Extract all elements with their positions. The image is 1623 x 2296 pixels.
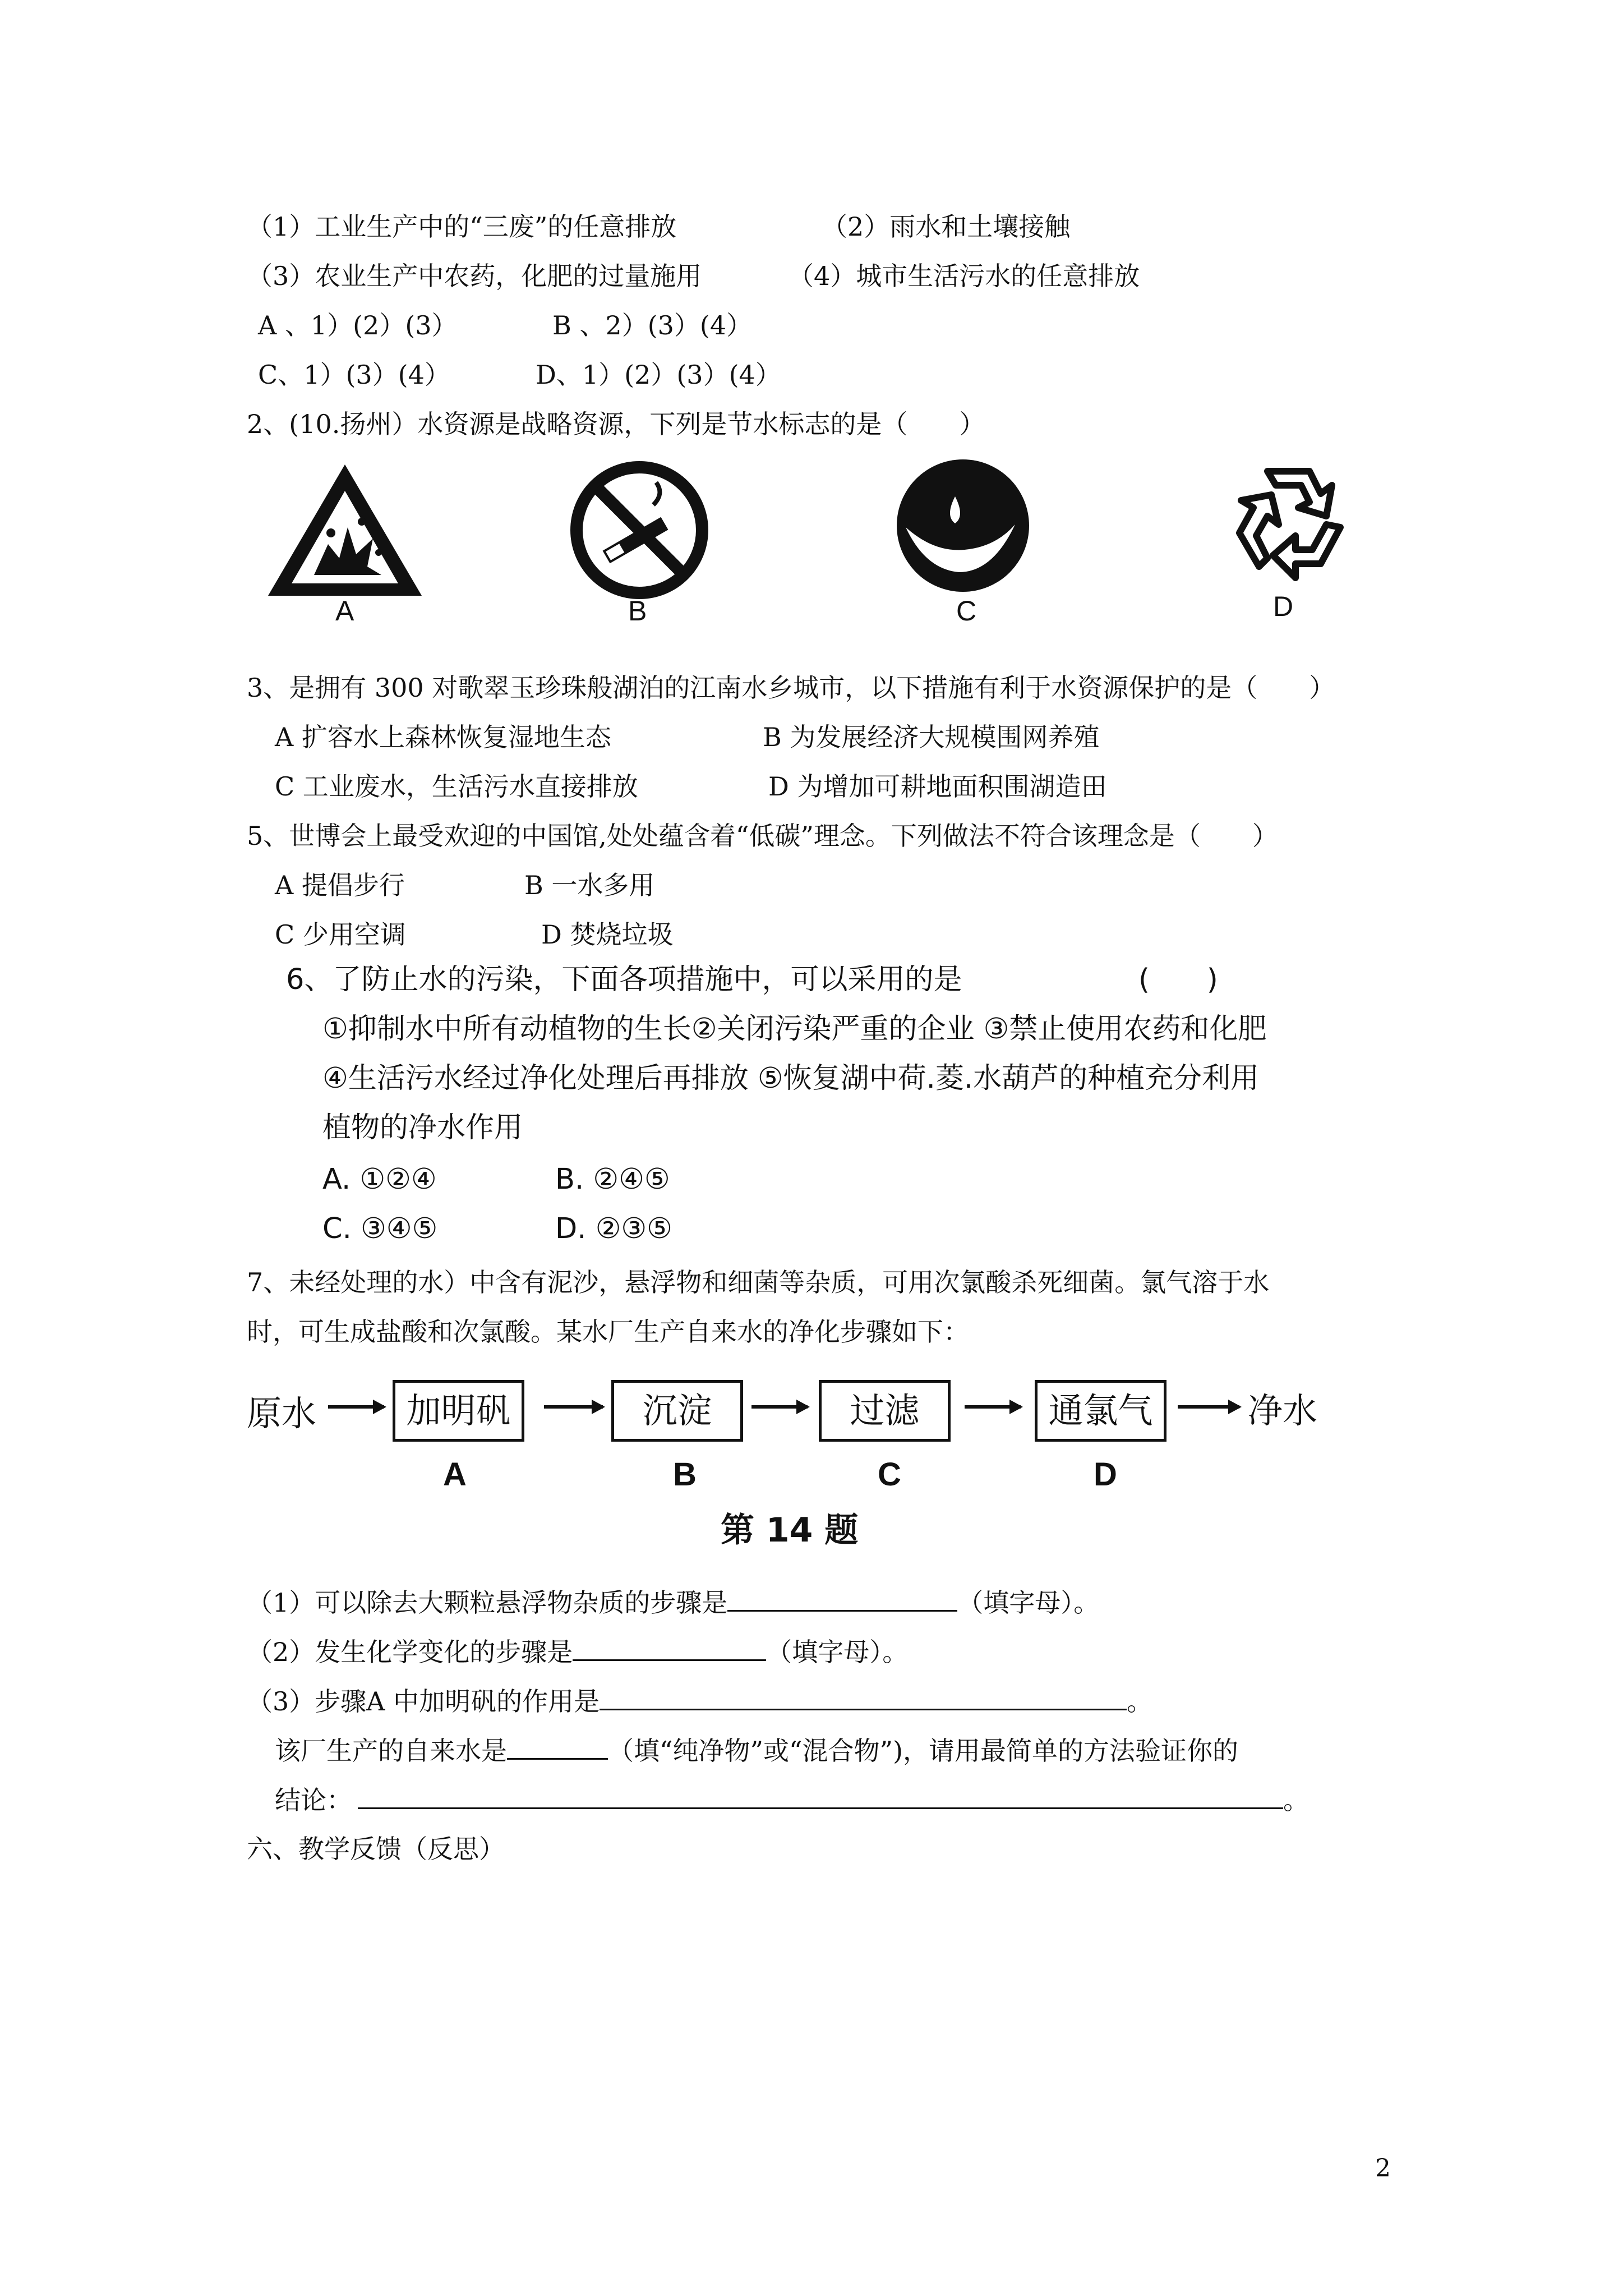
figure-caption: 第 14 题	[721, 1511, 859, 1550]
flow-step-d	[1035, 1380, 1166, 1442]
q3-option-c: C 工业废水，生活污水直接排放	[275, 771, 638, 802]
q6-measures-line-1: ①抑制水中所有动植物的生长②关闭污染严重的企业 ③禁止使用农药和化肥	[322, 1013, 1267, 1046]
q2-label-d: D	[1273, 591, 1294, 622]
flow-start-label: 原水	[247, 1393, 317, 1434]
flow-arrow	[965, 1405, 1021, 1409]
q2-stem: 2、(10.扬州）水资源是战略资源，下列是节水标志的是（ ）	[247, 409, 985, 439]
q7-sub-5	[275, 1783, 1309, 1817]
recycle-icon	[1220, 454, 1360, 589]
q6-option-a: A. ①②④	[322, 1163, 437, 1196]
q6-option-c: C. ③④⑤	[322, 1212, 438, 1245]
section-heading: 六、教学反馈（反思）	[247, 1834, 505, 1864]
water-saving-icon	[895, 457, 1032, 595]
q7-sub-5-text: 结论：	[275, 1785, 352, 1815]
flow-label-c: C	[878, 1456, 901, 1493]
flow-step-c-text: 过滤	[850, 1390, 920, 1431]
flow-label-b: B	[673, 1456, 697, 1493]
q1-option-a: A 、1）(2）(3）	[258, 310, 458, 341]
q3-option-b: B 为发展经济大规模围网养殖	[763, 722, 1100, 752]
q3-option-d: D 为增加可耕地面积围湖造田	[768, 771, 1107, 802]
q6-answer-paren: ( )	[1138, 963, 1218, 996]
flow-step-a	[393, 1380, 524, 1442]
q7-sub-4	[275, 1733, 1238, 1768]
q5-option-d: D 焚烧垃圾	[541, 919, 674, 950]
q2-label-a: A	[335, 595, 354, 627]
q5-stem: 5、世博会上最受欢迎的中国馆,处处蕴含着“低碳”理念。下列做法不符合该理念是（ ）	[247, 821, 1278, 851]
flow-arrow	[544, 1405, 603, 1409]
flow-step-b-text: 沉淀	[642, 1390, 712, 1431]
q7-sub-1-text: （1）可以除去大颗粒悬浮物杂质的步骤是	[247, 1588, 728, 1618]
q6-option-b: B. ②④⑤	[555, 1163, 670, 1196]
q7-sub-2-text: （2）发生化学变化的步骤是	[247, 1637, 573, 1667]
flow-label-d: D	[1094, 1456, 1117, 1493]
no-smoking-icon	[569, 460, 709, 600]
q2-label-c: C	[956, 595, 977, 627]
q7-sub-1	[247, 1585, 1099, 1619]
flow-label-a: A	[443, 1456, 467, 1493]
flow-arrow	[328, 1405, 384, 1409]
q6-measures-line-2: ④生活污水经过净化处理后再排放 ⑤恢复湖中荷.菱.水葫芦的种植充分利用	[322, 1062, 1260, 1095]
q1-option-c: C、1）(3）(4）	[258, 360, 450, 390]
q7-sub-3-text: （3）步骤A 中加明矾的作用是	[247, 1686, 600, 1717]
q5-option-c: C 少用空调	[275, 919, 406, 950]
answer-blank[interactable]	[358, 1783, 1283, 1809]
q7-sub-4-text: 该厂生产的自来水是	[275, 1736, 507, 1766]
answer-blank[interactable]	[727, 1585, 957, 1612]
q5-option-b: B 一水多用	[524, 870, 655, 900]
q1-item-2: （2）雨水和土壤接触	[822, 211, 1071, 242]
flow-step-d-text: 通氯气	[1048, 1390, 1153, 1431]
q7-sub-4-hint: （填“纯净物”或“混合物”)，请用最简单的方法验证你的	[608, 1736, 1239, 1766]
q1-item-1: （1）工业生产中的“三废”的任意排放	[247, 211, 677, 242]
explosion-warning-icon	[264, 460, 426, 600]
q6-option-d: D. ②③⑤	[555, 1212, 672, 1245]
flow-end-label: 净水	[1248, 1390, 1318, 1431]
q3-stem: 3、是拥有 300 对歌翠玉珍珠般湖泊的江南水乡城市，以下措施有利于水资源保护的是（ ）	[247, 673, 1335, 703]
q7-sub-1-hint: （填字母）。	[957, 1588, 1100, 1618]
answer-blank[interactable]	[507, 1733, 608, 1760]
page-number: 2	[1375, 2154, 1391, 2183]
flow-step-c	[819, 1380, 951, 1442]
q7-sub-2	[247, 1635, 908, 1669]
q7-sub-2-hint: （填字母）。	[766, 1637, 909, 1667]
q3-option-a: A 扩容水上森林恢复湿地生态	[275, 722, 611, 752]
q7-sub-5-end: 。	[1283, 1785, 1309, 1815]
q7-sub-3-end: 。	[1127, 1686, 1153, 1717]
q1-option-b: B 、2）(3）(4）	[552, 310, 753, 341]
q6-stem: 6、了防止水的污染，下面各项措施中，可以采用的是	[286, 963, 962, 996]
flow-step-b	[611, 1380, 743, 1442]
q5-option-a: A 提倡步行	[275, 870, 405, 900]
q6-measures-line-3: 植物的净水作用	[322, 1111, 523, 1144]
q7-stem-line-1: 7、未经处理的水）中含有泥沙，悬浮物和细菌等杂质，可用次氯酸杀死细菌。氯气溶于水	[247, 1267, 1270, 1297]
q1-item-3: （3）农业生产中农药，化肥的过量施用	[247, 261, 702, 291]
flow-step-a-text: 加明矾	[406, 1390, 511, 1431]
q7-stem-line-2: 时，可生成盐酸和次氯酸。某水厂生产自来水的净化步骤如下：	[247, 1317, 969, 1347]
q2-label-b: B	[628, 595, 647, 627]
q1-option-d: D、1）(2）(3）(4）	[536, 360, 781, 390]
q7-sub-3	[247, 1684, 1152, 1718]
answer-blank[interactable]	[600, 1684, 1127, 1710]
q1-item-4: （4）城市生活污水的任意排放	[788, 261, 1140, 291]
flow-arrow	[751, 1405, 808, 1409]
answer-blank[interactable]	[573, 1635, 766, 1661]
flow-arrow	[1178, 1405, 1239, 1409]
